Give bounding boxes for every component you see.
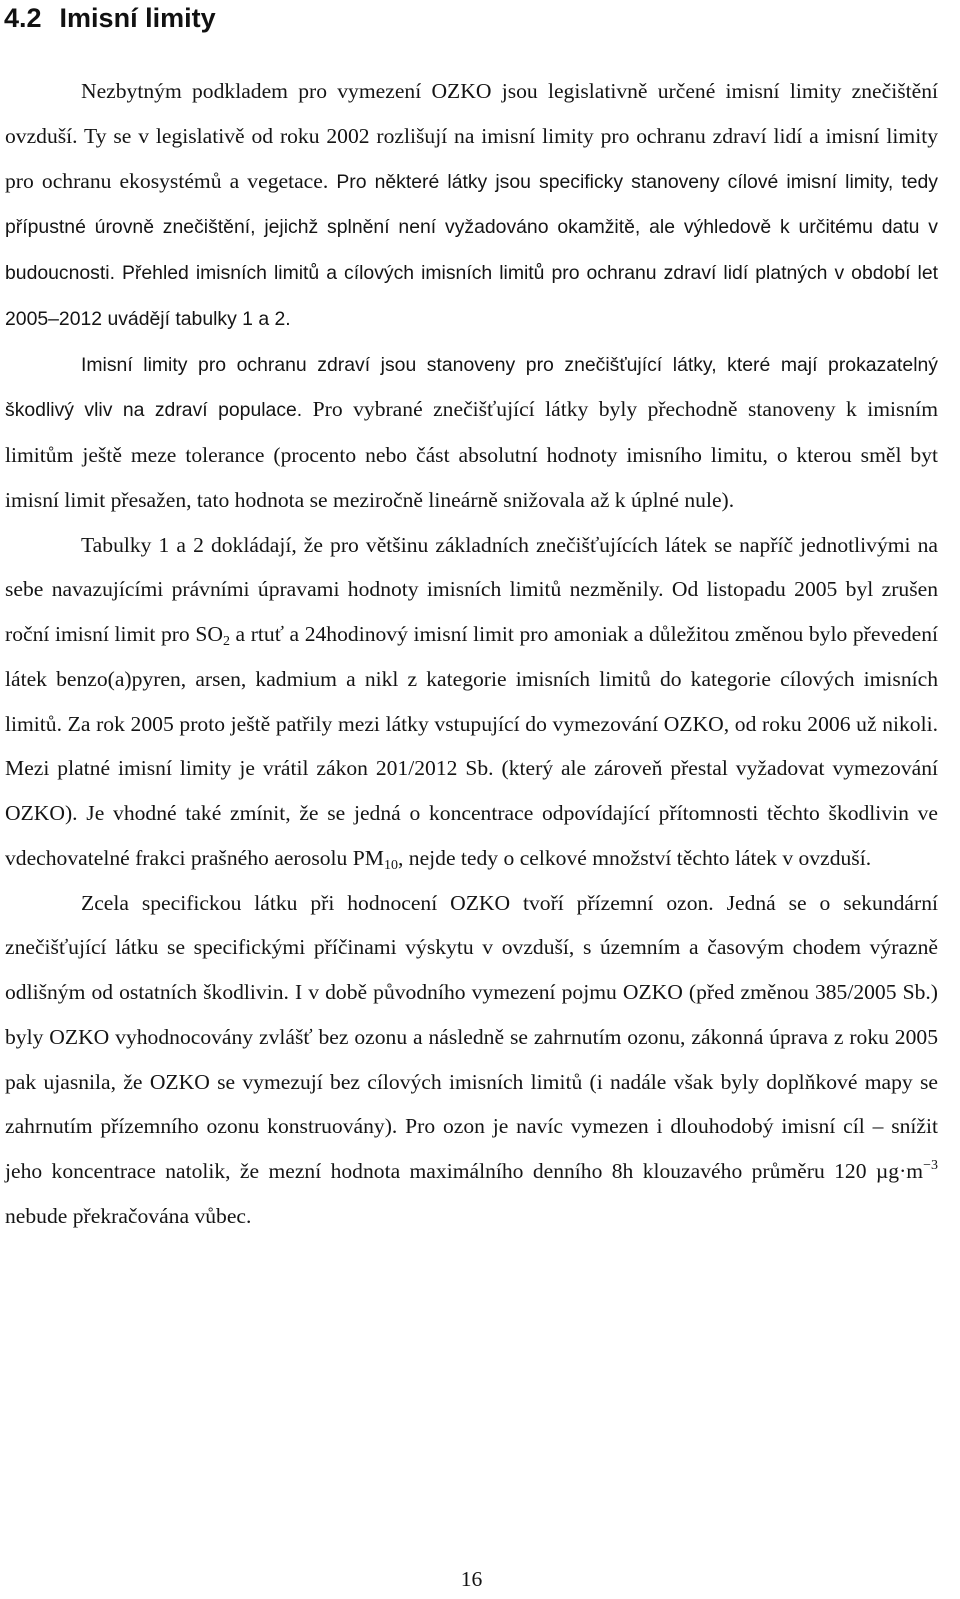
paragraph-3-text-2: a rtuť a 24hodinový imisní limit pro amoniak a důležitou změnou bylo převedení látek benzo(a)pyren, arsen, kadmium a nikl z kategorie imisních limitů do kategorie cílových imisních limitů. Za rok 2005 proto ještě patřily mezi látky vstupující do vymezování OZKO, od roku 2006 už nikoli. Mezi platné imisní limity je vrátil zákon 201/2012 Sb. (který ale zároveň přestal vyžadovat vymezování OZKO). Je vhodné také zmínit, že se jedná o koncentrace odpovídající přítomnosti těchto škodlivin ve vdechovatelné frakci prašného aerosolu PM: [5, 622, 938, 870]
paragraph-1-sentence-2: Ty se v legislativě od roku 2002 rozlišují na imisní limity pro ochranu zdraví lidí a imisní limity pro ochranu ekosystémů a vegetace.: [5, 123, 938, 193]
section-title: Imisní limity: [59, 3, 216, 33]
so2-subscript: 2: [222, 634, 230, 649]
body-text: [5, 69, 938, 1239]
paragraph-4-text-1: Zcela specifickou látku při hodnocení OZKO tvoří přízemní ozon. Jedná se o sekundární znečišťující látku se specifickými příčinami výskytu v ovzduší, s územním a časovým chodem výrazně odlišným od ostatních škodlivin. I v době původního vymezení pojmu OZKO (před změnou 385/2005 Sb.) byly OZKO vyhodnocovány zvlášť bez ozonu a následně se zahrnutím ozonu, zákonná úprava z roku 2005 pak ujasnila, že OZKO se vymezují bez cílových imisních limitů (i nadále však byly doplňkové mapy se zahrnutím přízemního ozonu konstruovány). Pro ozon je navíc vymezen i dlouhodobý imisní cíl – snížit jeho koncentrace natolik, že mezní hodnota maximálního denního 8h klouzavého průměru 120 µg·m: [5, 890, 938, 1183]
paragraph-1-sentence-1: Nezbytným podkladem pro vymezení OZKO jsou legislativně určené imisní limity znečištění ovzduší.: [5, 79, 938, 148]
paragraph-1-sentence-3: Pro některé látky jsou specificky stanoveny cílové imisní limity, tedy přípustné úrovně znečištění, jejichž splnění není vyžadováno okamžitě, ale výhledově k určitému datu v budoucnosti.: [5, 170, 938, 284]
paragraph-4-text-2: nebude překračována vůbec.: [5, 1203, 252, 1228]
paragraph-2-sentence-2: Pro vybrané znečišťující látky byly přechodně stanoveny k imisním limitům ještě meze tolerance (procento nebo část absolutní hodnoty imisního limitu, o kterou směl byt imisní limit přesažen, tato hodnota se meziročně lineárně snižovala až k úplné nule).: [5, 397, 938, 512]
section-number: 4.2: [4, 3, 42, 33]
paragraph-3: [5, 523, 938, 881]
paragraph-3-text-1: Tabulky 1 a 2 dokládají, že pro většinu základních znečišťujících látek se napříč jednotlivými na sebe navazujícími právními úpravami hodnoty imisních limitů nezměnily. Od listopadu 2005 byl zrušen roční imisní limit pro SO: [5, 532, 938, 646]
unit-superscript: −3: [923, 1158, 938, 1173]
paragraph-1-sentence-4: Přehled imisních limitů a cílových imisních limitů pro ochranu zdraví lidí platných v období let 2005–2012 uvádějí tabulky 1 a 2.: [5, 262, 938, 330]
paragraph-2-sentence-1: Imisní limity pro ochranu zdraví jsou stanoveny pro znečišťující látky, které mají prokazatelný škodlivý vliv na zdraví populace.: [5, 353, 938, 422]
paragraph-1: [5, 69, 938, 342]
pm10-subscript: 10: [383, 857, 398, 873]
section-heading: [4, 0, 216, 38]
paragraph-2: [5, 342, 938, 523]
paragraph-3-text-3: , nejde tedy o celkové množství těchto látek v ovzduší.: [397, 845, 872, 870]
paragraph-4: [5, 881, 938, 1239]
page-number: 16: [460, 1567, 483, 1591]
